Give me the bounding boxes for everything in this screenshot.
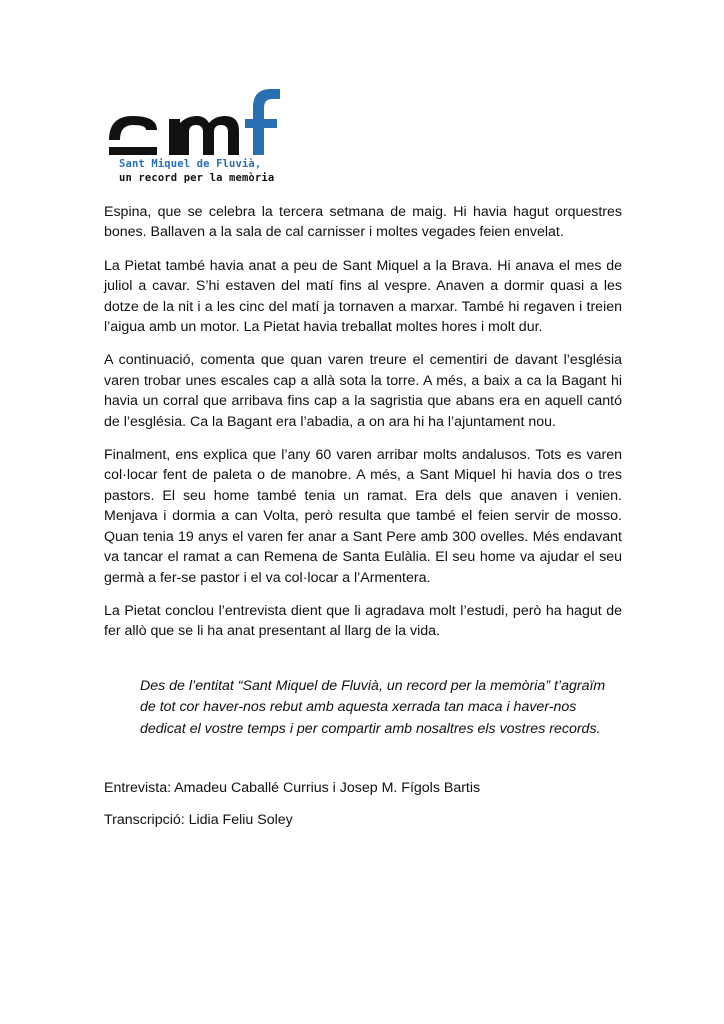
logo-line-2: un record per la memòria (119, 172, 275, 184)
logo-letter-s (109, 116, 157, 140)
transcription-credit: Transcripció: Lidia Feliu Soley (104, 812, 293, 829)
thanks-quote: Des de l’entitat “Sant Miquel de Fluvià, un record per la memòria” t’agraïm de tot cor haver-nos rebut amb aquesta xerrada tan maca i haver-nos dedicat el vostre temps i per compartir amb nosaltres els vostres records. (140, 677, 606, 737)
document-body (104, 202, 622, 843)
paragraph-5: La Pietat conclou l’entrevista dient que li agradava molt l’estudi, però ha hagut de fer allò que se li ha anat presentant al llarg de la vida. (104, 602, 622, 640)
logo-subtitle (119, 157, 274, 185)
smf-logo (105, 85, 285, 190)
paragraph-2: La Pietat també havia anat a peu de Sant Miquel a la Brava. Hi anava el mes de juliol a cavar. S’hi estaven del matí fins al vespre. Anaven a dormir quasi a les dotze de la nit i a les cinc del matí ja tornaven a marxar. També hi regaven i treien l’aigua amb un motor. La Pietat havia treballat moltes hores i molt dur. (104, 257, 622, 336)
logo-letter-m (169, 116, 239, 155)
logo-f-crossbar (245, 119, 253, 128)
paragraph-1: Espina, que se celebra la tercera setmana de maig. Hi havia hagut orquestres bones. Ballaven a la sala de cal carnisser i moltes vegades feien envelat. (104, 204, 622, 241)
smf-logo-mark (105, 85, 285, 155)
logo-letter-f (253, 89, 280, 155)
interview-credit: Entrevista: Amadeu Caballé Currius i Josep M. Fígols Bartis (104, 779, 481, 796)
logo-line-1: Sant Miquel de Fluvià, (119, 158, 262, 170)
paragraph-3: A continuació, comenta que quan varen treure el cementiri de davant l’església varen trobar unes escales cap a allà sota la torre. A més, a baix a ca la Bagant hi havia un corral que arribava fins cap a la sagristia que abans era en aquell cantó de l’església. Ca la Bagant era l’abadia, a on ara hi ha l’ajuntament nou. (104, 352, 622, 430)
logo-letter-s-bottom (109, 147, 157, 155)
credits (104, 778, 622, 831)
paragraph-4: Finalment, ens explica que l’any 60 varen arribar molts andalusos. Tots es varen col·locar fent de paleta o de manobre. A més, a Sant Miquel hi havia dos o tres pastors. El seu home també tenia un ramat. Era dels que anaven i venien. Menjava i dormia a can Volta, però resulta que també el feien servir de mosso. Quan tenia 19 anys el varen fer anar a Sant Pere amb 300 ovelles. Més endavant va tancar el ramat a can Remena de Santa Eulàlia. El seu home va ajudar el seu germà a fer-se pastor i el va col·locar a l’Armentera. (104, 447, 622, 586)
